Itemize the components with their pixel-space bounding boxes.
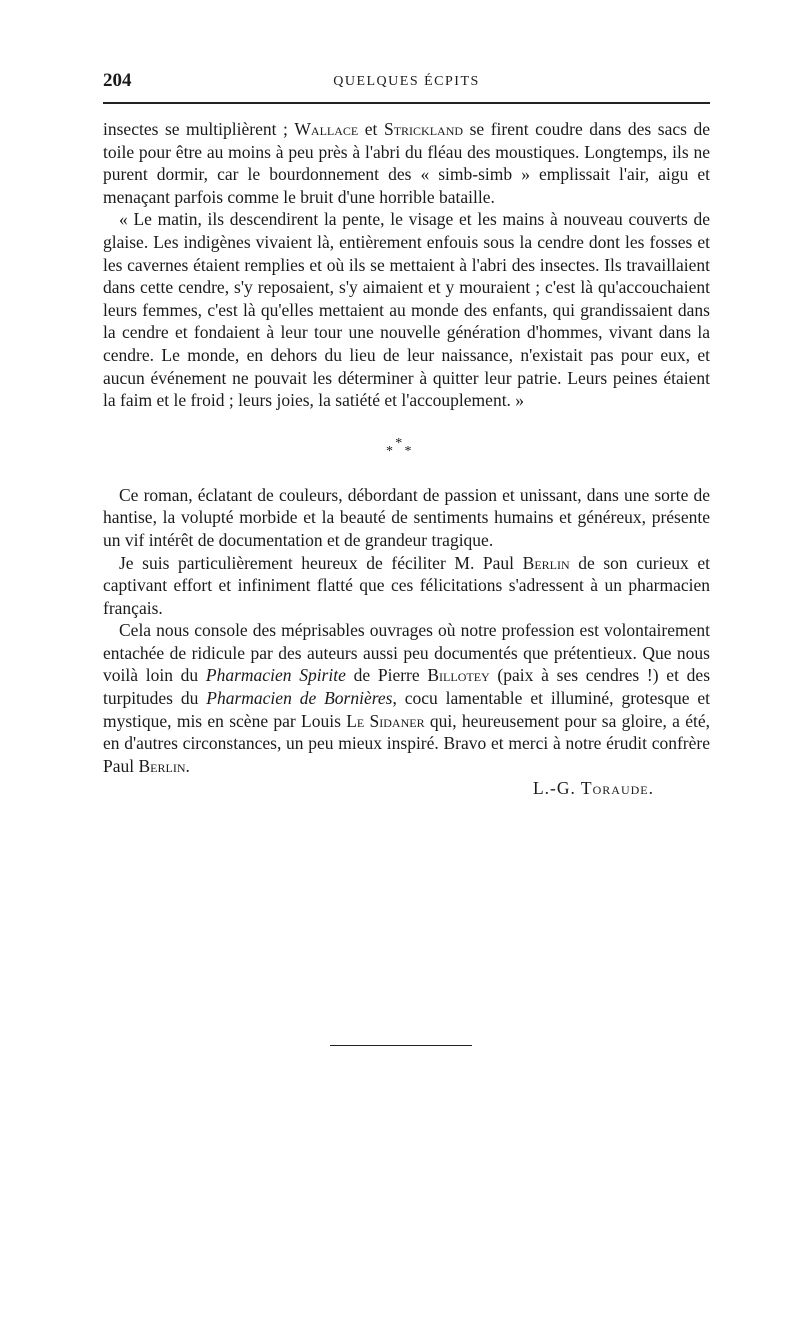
page-header [103,70,710,96]
book-title: Pharmacien Spirite [205,665,346,686]
paragraph-5: Cela nous console des méprisables ouvrages où notre profession est volontairement entachée de ridicule par des auteurs aussi peu documentés que prétentieux. Que nous voilà loin du Pharmacien Spirite de Pierre Billotey (paix à ses cendres !) et des turpitudes du Pharmacien de Bornières, cocu lamentable et illuminé, grotesque et mystique, mis en scène par Louis Le Sidaner qui, heureusement pour sa gloire, a été, en d'autres circonstances, un peu mieux inspiré. Bravo et merci à notre érudit confrère Paul Berlin. [103,620,711,776]
body-text [103,118,710,800]
page-number: 204 [103,70,132,91]
author-name: Berlin [522,552,570,573]
signature: L.-G. Toraude. [532,778,654,799]
header-rule [103,102,710,104]
paragraph-3: Ce roman, éclatant de couleurs, débordant de passion et unissant, dans une sorte de hantise, la volupté morbide et la beauté de sentiments humains et généreux, présente un vif intérêt de documentation et de grandeur tragique. [103,484,710,550]
author-name: Strickland [383,119,464,139]
paragraph-4: Je suis particulièrement heureux de féciliter M. Paul Berlin de son curieux et captivant effort et infiniment flatté que ces félicitations s'adressent à un pharmacien français. [103,552,710,618]
author-name: Berlin [138,755,186,776]
running-title: QUELQUES ÉCPITS [333,74,480,89]
author-name: Le Sidaner [346,710,425,731]
asterism-separator [103,412,710,484]
author-name: Wallace [294,119,359,139]
author-name: Billotey [427,665,490,686]
footer-rule [330,1045,472,1046]
book-title: Pharmacien de Bornières [206,688,393,709]
paragraph-1: insectes se multiplièrent ; Wallace et Strickland se firent coudre dans des sacs de toile pour être au moins à peu près à l'abri du fléau des moustiques. Longtemps, ils ne purent dormir, car le bourdonnement des « simb-simb » emplissait l'air, aigu et menaçant parfois comme le bruit d'une horrible bataille. [103,119,710,207]
asterism: * * * [386,435,416,459]
paragraph-2: « Le matin, ils descendirent la pente, le visage et les mains à nouveau couverts de glaise. Les indigènes vivaient là, entièrement enfouis sous la cendre dont les fosses et les cavernes étaient remplies et où ils se mettaient à l'abri des insectes. Ils travaillaient dans cette cendre, s'y reposaient, s'y aimaient et y mouraient ; c'est là qu'accouchaient leurs femmes, c'est là qu'elles mettaient au monde des enfants, qui grandissaient dans la cendre et fondaient à leur tour une nouvelle génération d'hommes, vivant dans la cendre. Le monde, en dehors du lieu de leur naissance, n'existait pas pour eux, et aucun événement ne pouvait les déterminer à quitter leur patrie. Leurs peines étaient la faim et le froid ; leurs joies, la satiété et l'accouplement. » [103,209,710,411]
